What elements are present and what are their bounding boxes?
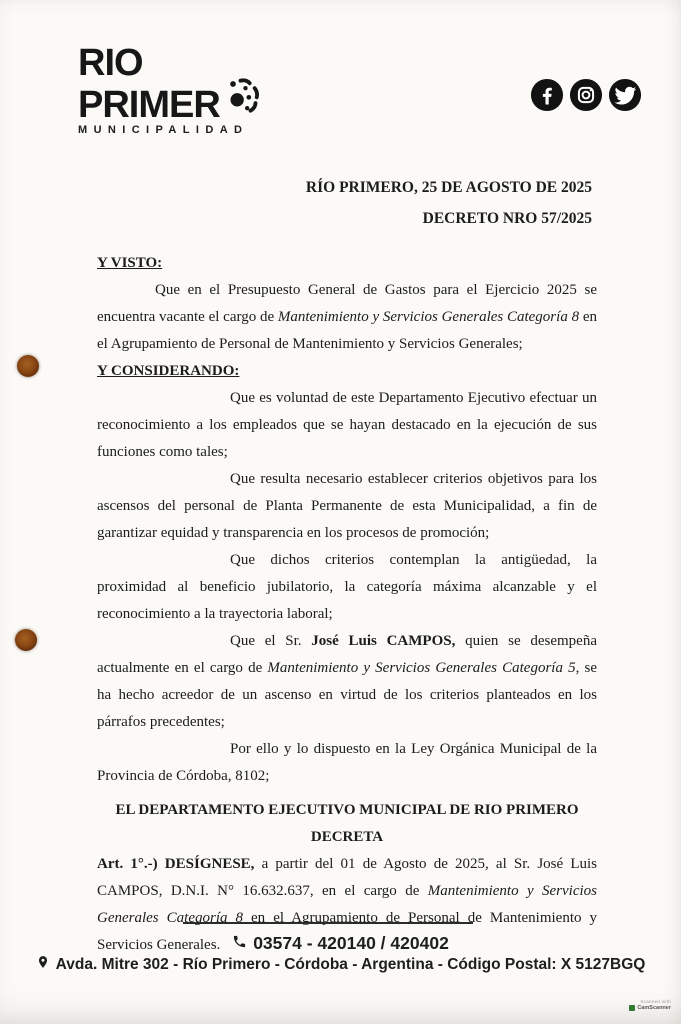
c4-employee-name: José Luis CAMPOS, (311, 633, 456, 649)
c4-italic-position: Mantenimiento y Servicios Generales Categoría 5 (267, 660, 576, 676)
article-1-italic-position: Mantenimiento y Servicios Generales Categoría 8 (97, 883, 597, 926)
decree-number: DECRETO NRO 57/2025 (422, 210, 592, 227)
logo-subtitle: MUNICIPALIDAD (78, 124, 249, 136)
visto-italic-position: Mantenimiento y Servicios Generales Categoría 8 (277, 309, 580, 325)
facebook-icon[interactable] (530, 78, 564, 112)
footer-phone: 03574 - 420140 / 420402 (253, 933, 449, 953)
decree-body (97, 250, 597, 959)
watermark-line1: Scanned with (640, 999, 671, 1004)
considerando-paragraph-4 (97, 628, 597, 736)
twitter-icon[interactable] (608, 78, 642, 112)
camscanner-icon (629, 1005, 635, 1011)
considerando-paragraph-3: Que dichos criterios contemplan la antigüedad, la proximidad al beneficio jubilatorio, la categoría máxima alcanzable y el reconocimiento a la trayectoria laboral; (97, 552, 597, 622)
footer-address-row (0, 955, 681, 974)
considerando-paragraph-1: Que es voluntad de este Departamento Ejecutivo efectuar un reconocimiento a los empleados que se hayan destacado en la ejecución de sus funciones como tales; (97, 390, 597, 460)
footer-divider (183, 922, 473, 924)
decreta-heading: EL DEPARTAMENTO EJECUTIVO MUNICIPAL DE RIO PRIMERO (115, 802, 579, 818)
decreta-word: DECRETA (310, 829, 384, 845)
dateline: RÍO PRIMERO, 25 DE AGOSTO DE 2025 (305, 179, 592, 196)
watermark-line2 (629, 1005, 671, 1011)
c4-text: Que el Sr. (230, 633, 312, 649)
sun-people-icon (223, 78, 263, 120)
social-icons (530, 78, 642, 112)
footer-phone-row (0, 933, 681, 954)
visto-text-end: en el Agrupamiento de Personal de Mantenimiento y Servicios Generales; (97, 309, 597, 352)
footer-address: Avda. Mitre 302 - Río Primero - Córdoba - Argentina - Código Postal: X 5127BGQ (55, 955, 646, 973)
visto-heading: Y VISTO: (97, 255, 163, 271)
date-and-decree-number (280, 172, 592, 234)
logo-line2: PRIMER (78, 84, 220, 126)
article-1-label: Art. 1°.-) DESÍGNESE, (97, 856, 255, 872)
logo-line1: RIO (78, 42, 143, 84)
article-1-text-end: en el Agrupamiento de Personal de Mantenimiento y Servicios Generales. (97, 910, 598, 953)
punch-hole-bottom (15, 629, 37, 651)
considerando-heading: Y CONSIDERANDO: (97, 363, 240, 379)
c4-text2: quien se desempeña actualmente en el cargo de (97, 633, 597, 676)
visto-text: Que en el Presupuesto General de Gastos para el Ejercicio 2025 se encuentra vacante el cargo de (97, 282, 597, 325)
visto-paragraph (97, 277, 597, 358)
municipality-logo (78, 42, 263, 136)
phone-icon (232, 933, 247, 954)
c4-text3: , se ha hecho acreedor de un ascenso en virtud de los criterios planteados en los párrafos precedentes; (97, 660, 598, 730)
considerando-paragraph-2: Que resulta necesario establecer criterios objetivos para los ascensos del personal de Planta Permanente de esta Municipalidad, a fin de garantizar equidad y transparencia en los procesos de promoción; (97, 471, 597, 541)
article-1-text: a partir del 01 de Agosto de 2025, al Sr. José Luis CAMPOS, D.N.I. N° 16.632.637, en el cargo de (97, 856, 597, 899)
location-pin-icon (36, 955, 50, 974)
scanner-watermark (629, 999, 671, 1011)
instagram-icon[interactable] (569, 78, 603, 112)
watermark-brand: CamScanner (637, 1005, 671, 1011)
punch-hole-top (17, 355, 39, 377)
por-ello-paragraph: Por ello y lo dispuesto en la Ley Orgánica Municipal de la Provincia de Córdoba, 8102; (97, 741, 597, 784)
